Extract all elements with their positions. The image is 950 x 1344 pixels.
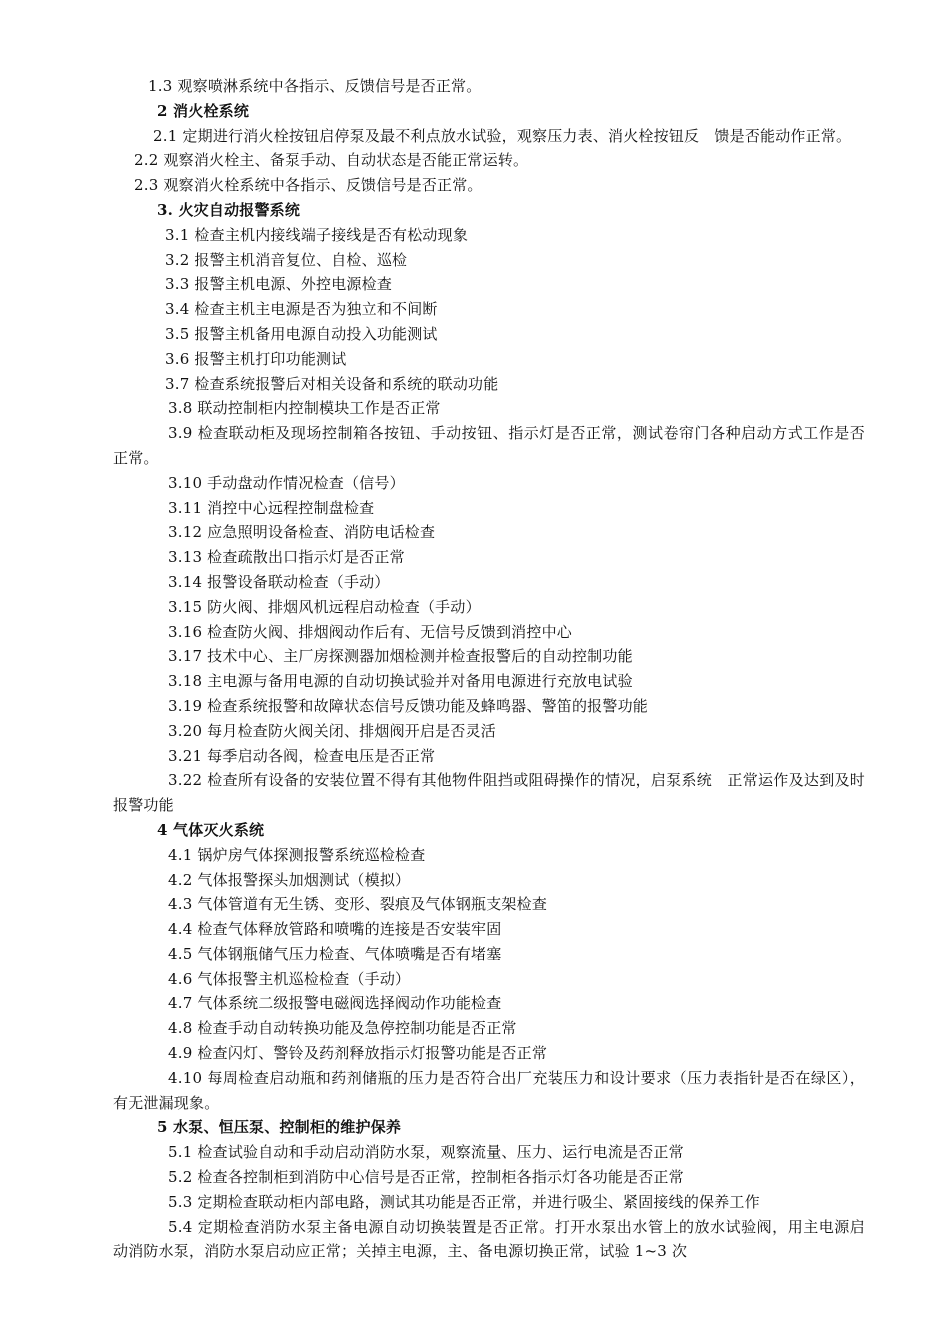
item-5-2: 5.2 检查各控制柜到消防中心信号是否正常，控制柜各指示灯各功能是否正常 (168, 1168, 684, 1187)
item-3-12: 3.12 应急照明设备检查、消防电话检查 (168, 523, 436, 542)
item-1-3: 1.3 观察喷淋系统中各指示、反馈信号是否正常。 (148, 77, 482, 95)
item-3-18: 3.18 主电源与备用电源的自动切换试验并对备用电源进行充放电试验 (168, 672, 633, 691)
item-4-2: 4.2 气体报警探头加烟测试（模拟） (168, 870, 411, 889)
item-2-1: 2.1 定期进行消火栓按钮启停泵及最不利点放水试验，观察压力表、消火栓按钮反 馈是否能动作正常。 (153, 126, 852, 145)
item-3-3: 3.3 报警主机电源、外控电源检查 (165, 275, 393, 294)
item-4-3: 4.3 气体管道有无生锈、变形、裂痕及气体钢瓶支架检查 (168, 895, 548, 914)
item-3-9: 3.9 检查联动柜及现场控制箱各按钮、手动按钮、指示灯是否正常，测试卷帘门各种启动方式工作是否正常。 (113, 424, 865, 467)
section-heading-3: 3. 火灾自动报警系统 (157, 200, 301, 219)
item-3-14: 3.14 报警设备联动检查（手动） (168, 572, 390, 591)
item-5-3: 5.3 定期检查联动柜内部电路，测试其功能是否正常，并进行吸尘、紧固接线的保养工作 (168, 1192, 760, 1211)
item-3-7: 3.7 检查系统报警后对相关设备和系统的联动功能 (165, 374, 499, 393)
item-3-11: 3.11 消控中心远程控制盘检查 (168, 498, 375, 517)
item-3-4: 3.4 检查主机主电源是否为独立和不间断 (165, 300, 438, 319)
item-4-6: 4.6 气体报警主机巡检检查（手动） (168, 969, 411, 988)
item-3-1: 3.1 检查主机内接线端子接线是否有松动现象 (165, 225, 469, 244)
item-4-7: 4.7 气体系统二级报警电磁阀选择阀动作功能检查 (168, 994, 502, 1013)
item-3-22: 3.22 检查所有设备的安装位置不得有其他物件阻挡或阻碍操作的情况，启泵系统 正常运作及达到及时报警功能 (113, 771, 865, 815)
item-4-5: 4.5 气体钢瓶储气压力检查、气体喷嘴是否有堵塞 (168, 944, 502, 963)
section-heading-2: 2 消火栓系统 (157, 101, 250, 120)
item-4-8: 4.8 检查手动自动转换功能及急停控制功能是否正常 (168, 1019, 517, 1038)
item-5-1: 5.1 检查试验自动和手动启动消防水泵，观察流量、压力、运行电流是否正常 (168, 1143, 684, 1162)
item-3-21: 3.21 每季启动各阀，检查电压是否正常 (168, 746, 436, 765)
item-3-10: 3.10 手动盘动作情况检查（信号） (168, 473, 405, 492)
section-heading-5: 5 水泵、恒压泵、控制柜的维护保养 (157, 1118, 402, 1137)
item-4-1: 4.1 锅炉房气体探测报警系统巡检检查 (168, 845, 426, 864)
item-3-8: 3.8 联动控制柜内控制模块工作是否正常 (168, 399, 441, 418)
item-3-2: 3.2 报警主机消音复位、自检、巡检 (165, 250, 408, 269)
section-heading-4: 4 气体灭火系统 (157, 820, 265, 839)
item-3-20: 3.20 每月检查防火阀关闭、排烟阀开启是否灵活 (168, 721, 496, 740)
item-3-5: 3.5 报警主机备用电源自动投入功能测试 (165, 324, 438, 343)
document-body (113, 74, 865, 1264)
item-3-13: 3.13 检查疏散出口指示灯是否正常 (168, 548, 405, 567)
item-3-16: 3.16 检查防火阀、排烟阀动作后有、无信号反馈到消控中心 (168, 622, 572, 641)
item-4-4: 4.4 检查气体释放管路和喷嘴的连接是否安装牢固 (168, 920, 502, 939)
item-3-6: 3.6 报警主机打印功能测试 (165, 349, 347, 368)
item-4-9: 4.9 检查闪灯、警铃及药剂释放指示灯报警功能是否正常 (168, 1044, 548, 1063)
item-4-10: 4.10 每周检查启动瓶和药剂储瓶的压力是否符合出厂充装压力和设计要求（压力表指针是否在绿区），有无泄漏现象。 (113, 1068, 865, 1112)
item-2-3: 2.3 观察消火栓系统中各指示、反馈信号是否正常。 (134, 176, 483, 195)
item-2-2: 2.2 观察消火栓主、备泵手动、自动状态是否能正常运转。 (134, 151, 529, 170)
item-5-4: 5.4 定期检查消防水泵主备电源自动切换装置是否正常。打开水泵出水管上的放水试验阀，用主电源启动消防水泵，消防水泵启动应正常；关掉主电源，主、备电源切换正常，试验 1~3 次 (113, 1217, 865, 1261)
item-3-19: 3.19 检查系统报警和故障状态信号反馈功能及蜂鸣器、警笛的报警功能 (168, 696, 648, 715)
item-3-17: 3.17 技术中心、主厂房探测器加烟检测并检查报警后的自动控制功能 (168, 647, 633, 666)
item-3-15: 3.15 防火阀、排烟风机远程启动检查（手动） (168, 597, 481, 616)
